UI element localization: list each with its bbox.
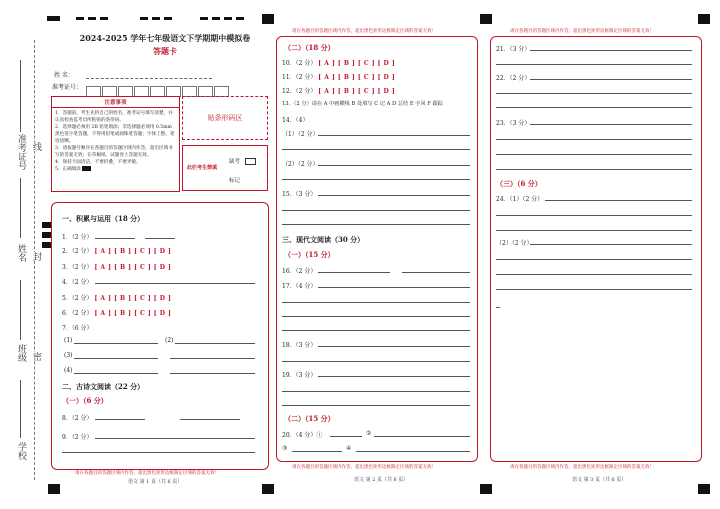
q2-options[interactable]: [ A ] [ B ] [ C ] [ D ] bbox=[94, 248, 172, 255]
timing-mark bbox=[480, 14, 492, 24]
q11: 11．（2 分） [ A ] [ B ] [ C ] [ D ] bbox=[282, 74, 396, 81]
seal-secret: 密 bbox=[31, 352, 41, 361]
card-title: 2024-2025 学年七年级语文下学期期中模拟卷 bbox=[79, 33, 251, 43]
absent-box bbox=[182, 145, 268, 191]
q3-options[interactable]: [ A ] [ B ] [ C ] [ D ] bbox=[94, 264, 172, 271]
timing-mark bbox=[164, 17, 172, 20]
side-exam-no: 准考证号 bbox=[16, 134, 26, 170]
side-name: 姓名 bbox=[16, 244, 26, 262]
timing-mark bbox=[48, 484, 60, 494]
timing-mark bbox=[100, 17, 108, 20]
answer-panel-1 bbox=[51, 202, 269, 470]
s3-sub2: （二）（15 分） bbox=[284, 414, 335, 423]
warn-3b: 请在各题目的答题区域内作答，超出黑色矩形边框限定区域的答案无效！ bbox=[510, 465, 654, 470]
q12-options[interactable]: [ A ] [ B ] [ C ] [ D ] bbox=[318, 88, 396, 95]
barcode-area: 贴条形码区 bbox=[182, 96, 268, 140]
q11-options[interactable]: [ A ] [ B ] [ C ] [ D ] bbox=[318, 74, 396, 81]
timing-mark bbox=[224, 17, 232, 20]
q3: 3．（2 分） [ A ] [ B ] [ C ] [ D ] bbox=[62, 264, 172, 271]
name-field[interactable] bbox=[86, 78, 212, 79]
q1: 1．（2 分） bbox=[62, 234, 93, 241]
q16: 16．（2 分） bbox=[282, 268, 317, 275]
notes-box bbox=[51, 96, 180, 192]
q14: 14．（4） bbox=[282, 117, 309, 124]
note-item: 1．答题前，考生先将自己的姓名，准考证号填写清楚，并认真检查监考员所粘贴的条形码。 bbox=[55, 111, 173, 123]
q20b: ② bbox=[366, 430, 372, 437]
q23: 23．（3 分） bbox=[496, 120, 531, 127]
timing-mark bbox=[236, 17, 244, 20]
note-item: 2．选择题必须用 2B 铅笔填涂；非选择题必须用 0.5mm 黑色签字笔答题，不得用铅笔或圆珠笔答题；字体工整、笔迹清晰。 bbox=[55, 125, 175, 144]
timing-mark bbox=[47, 16, 60, 21]
seal-line: 线 bbox=[31, 142, 41, 151]
s3-sub1: （一）（15 分） bbox=[284, 250, 335, 259]
q7-p3: (3) bbox=[64, 352, 73, 359]
absent-line1: 缺考 bbox=[229, 159, 241, 165]
q18: 18．（3 分） bbox=[282, 342, 317, 349]
q7-p2: (2) bbox=[165, 337, 174, 344]
absent-label: 此栏考生禁填 bbox=[187, 165, 218, 171]
exam-no-label: 准考证号： bbox=[52, 84, 83, 91]
q4: 4．（2 分） bbox=[62, 279, 93, 286]
p2-sub2: （二）（18 分） bbox=[284, 43, 335, 52]
q5-options[interactable]: [ A ] [ B ] [ C ] [ D ] bbox=[94, 295, 172, 302]
q17: 17．（4 分） bbox=[282, 283, 317, 290]
absent-checkbox[interactable] bbox=[245, 158, 256, 165]
q20d: ④ bbox=[346, 445, 352, 452]
warn-3: 请在各题目的答题区域内作答，超出黑色矩形边框限定区域的答案无效！ bbox=[510, 29, 654, 34]
seal-seal: 封 bbox=[31, 252, 41, 261]
q2: 2．（2 分） [ A ] [ B ] [ C ] [ D ] bbox=[62, 248, 172, 255]
s2-title: 二、古诗文阅读（22 分） bbox=[62, 382, 145, 391]
footer-1: 语文 第 1 页（共 6 页） bbox=[128, 479, 183, 485]
q12: 12．（2 分） [ A ] [ B ] [ C ] [ D ] bbox=[282, 88, 396, 95]
q6: 6．（2 分） [ A ] [ B ] [ C ] [ D ] bbox=[62, 310, 172, 317]
q14b: （2）（2 分） bbox=[282, 161, 319, 168]
warn-1b: 请在各题目的答题区域内作答，超出黑色矩形边框限定区域的答案无效！ bbox=[75, 471, 219, 476]
warn-2: 请在各题目的答题区域内作答，超出黑色矩形边框限定区域的答案无效！ bbox=[292, 29, 436, 34]
q10-options[interactable]: [ A ] [ B ] [ C ] [ D ] bbox=[318, 60, 396, 67]
side-class: 班级 bbox=[16, 344, 26, 362]
q13: 13．（2 分）请在 A 中画横线 B 处填写 C 记 A D 总结 E 字风 F 跟踪 bbox=[282, 101, 443, 107]
q24b: （2）（2 分） bbox=[496, 240, 533, 247]
q7: 7．（6 分） bbox=[62, 325, 93, 332]
q15: 15．（3 分） bbox=[282, 191, 317, 198]
footer-3: 语文 第 3 页（共 6 页） bbox=[572, 477, 627, 483]
fill-sample-icon bbox=[82, 166, 91, 171]
note-item: 5．正确填涂 bbox=[55, 167, 81, 172]
side-school: 学校 bbox=[16, 442, 26, 460]
card-subtitle: 答题卡 bbox=[153, 46, 177, 56]
q19: 19．（3 分） bbox=[282, 372, 317, 379]
timing-mark bbox=[480, 484, 492, 494]
timing-mark bbox=[698, 484, 710, 494]
absent-line2: 标记 bbox=[229, 178, 241, 184]
q5: 5．（2 分） [ A ] [ B ] [ C ] [ D ] bbox=[62, 295, 172, 302]
q6-options[interactable]: [ A ] [ B ] [ C ] [ D ] bbox=[94, 310, 172, 317]
timing-mark bbox=[262, 14, 274, 24]
timing-mark bbox=[140, 17, 148, 20]
timing-mark bbox=[76, 17, 84, 20]
footer-2: 语文 第 2 页（共 6 页） bbox=[354, 477, 409, 483]
q9: 9．（2 分） bbox=[62, 434, 93, 441]
q10: 10．（2 分） [ A ] [ B ] [ C ] [ D ] bbox=[282, 60, 396, 67]
timing-mark bbox=[212, 17, 220, 20]
timing-mark bbox=[262, 484, 274, 494]
q7-p4: (4) bbox=[64, 367, 73, 374]
timing-mark bbox=[200, 17, 208, 20]
name-label: 姓 名： bbox=[54, 72, 74, 79]
p3-sub3: （三）（6 分） bbox=[496, 179, 542, 188]
q14a: （1）（2 分） bbox=[282, 131, 319, 138]
q24a: 24．（1）（2 分） bbox=[496, 196, 544, 203]
s2-sub1: （一）（6 分） bbox=[62, 396, 108, 405]
timing-mark bbox=[152, 17, 160, 20]
q20c: ③ bbox=[282, 445, 288, 452]
s3-title: 三、现代文阅读（30 分） bbox=[282, 235, 365, 244]
note-item: 3．请按题号顺序在各题目的答题区域内作答，超出区域书写的答案无效；在草稿纸、试题卷上答题无效。 bbox=[55, 146, 173, 158]
notes-title: 注意事项 bbox=[52, 97, 179, 108]
warn-2b: 请在各题目的答题区域内作答，超出黑色矩形边框限定区域的答案无效！ bbox=[292, 465, 436, 470]
q21: 21．（3 分） bbox=[496, 46, 531, 53]
timing-mark bbox=[698, 14, 710, 24]
timing-mark bbox=[88, 17, 96, 20]
note-item: 4．保持卡面清洁，不要折叠，不要弄破。 bbox=[55, 160, 141, 165]
q7-p1: (1) bbox=[64, 337, 73, 344]
answer-panel-3 bbox=[490, 36, 702, 462]
q22: 22．（2 分） bbox=[496, 75, 531, 82]
s1-title: 一、积累与运用（18 分） bbox=[62, 214, 145, 223]
q20: 20．（4 分）① bbox=[282, 432, 323, 439]
q8: 8．（2 分） bbox=[62, 415, 93, 422]
